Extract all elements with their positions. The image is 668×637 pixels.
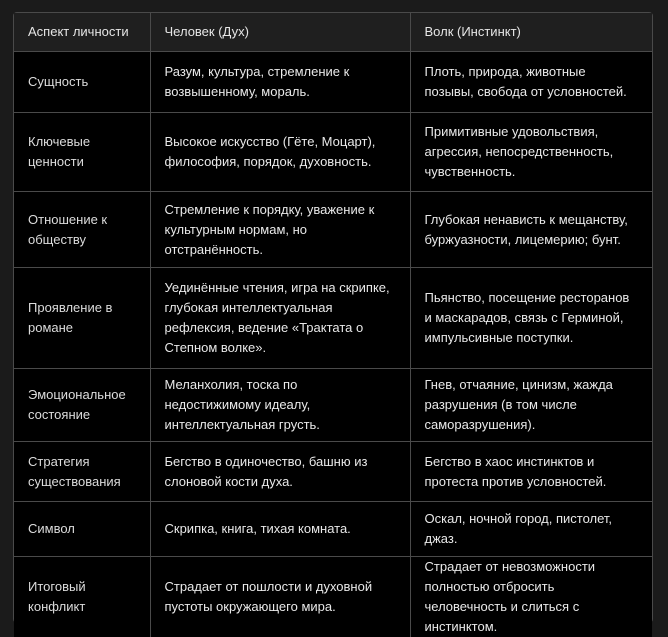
cell-human: Разум, культура, стремление к возвышенному, мораль. [150, 52, 410, 113]
cell-human: Стремление к порядку, уважение к культурным нормам, но отстранённость. [150, 192, 410, 268]
cell-human: Скрипка, книга, тихая комната. [150, 502, 410, 557]
cell-wolf: Плоть, природа, животные позывы, свобода от условностей. [410, 52, 652, 113]
header-aspect: Аспект личности [14, 13, 150, 52]
cell-wolf: Пьянство, посещение ресторанов и маскарадов, связь с Герминой, импульсивные поступки. [410, 268, 652, 369]
comparison-table [13, 12, 653, 634]
cell-aspect: Эмоциональное состояние [14, 369, 150, 442]
cell-wolf: Бегство в хаос инстинктов и протеста против условностей. [410, 442, 652, 502]
cell-aspect: Отношение к обществу [14, 192, 150, 268]
table-row [14, 192, 652, 268]
cell-human: Бегство в одиночество, башню из слоновой кости духа. [150, 442, 410, 502]
table-row [14, 113, 652, 192]
cell-aspect: Проявление в романе [14, 268, 150, 369]
table-row [14, 557, 652, 637]
cell-aspect: Ключевые ценности [14, 113, 150, 192]
header-human: Человек (Дух) [150, 13, 410, 52]
cell-human: Уединённые чтения, игра на скрипке, глубокая интеллектуальная рефлексия, ведение «Трактата о Степном волке». [150, 268, 410, 369]
cell-aspect: Стратегия существования [14, 442, 150, 502]
table-row [14, 369, 652, 442]
table-row [14, 502, 652, 557]
cell-human: Высокое искусство (Гёте, Моцарт), философия, порядок, духовность. [150, 113, 410, 192]
table-row [14, 52, 652, 113]
cell-wolf: Глубокая ненависть к мещанству, буржуазности, лицемерию; бунт. [410, 192, 652, 268]
table-header-row [14, 13, 652, 52]
cell-wolf: Гнев, отчаяние, цинизм, жажда разрушения (в том числе саморазрушения). [410, 369, 652, 442]
header-wolf: Волк (Инстинкт) [410, 13, 652, 52]
cell-wolf: Оскал, ночной город, пистолет, джаз. [410, 502, 652, 557]
cell-human: Меланхолия, тоска по недостижимому идеалу, интеллектуальная грусть. [150, 369, 410, 442]
comparison-table-grid [14, 13, 652, 637]
table-row [14, 442, 652, 502]
table-row [14, 268, 652, 369]
cell-wolf: Страдает от невозможности полностью отбросить человечность и слиться с инстинктом. [410, 557, 652, 637]
cell-aspect: Сущность [14, 52, 150, 113]
cell-aspect: Символ [14, 502, 150, 557]
cell-aspect: Итоговый конфликт [14, 557, 150, 637]
cell-wolf: Примитивные удовольствия, агрессия, непосредственность, чувственность. [410, 113, 652, 192]
cell-human: Страдает от пошлости и духовной пустоты окружающего мира. [150, 557, 410, 637]
